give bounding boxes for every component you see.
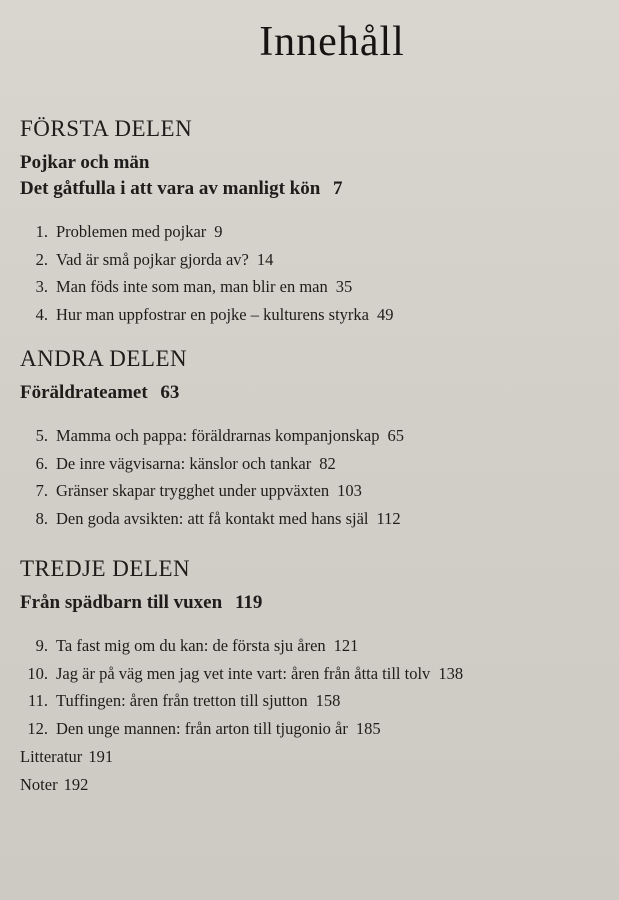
part-subtitle-text: Pojkar och män	[20, 152, 150, 173]
backmatter-entry	[20, 771, 463, 799]
chapter-number: 1.	[35, 222, 48, 241]
chapter-number: 4.	[35, 305, 48, 325]
chapter-page: 65	[387, 426, 404, 445]
chapter-title: Problemen med pojkar	[56, 222, 207, 241]
chapter-title: Tuffingen: åren från tretton till sjutton	[56, 691, 308, 711]
part-2	[20, 344, 404, 533]
chapter-entry	[20, 715, 463, 743]
chapter-list	[20, 632, 463, 743]
chapter-number: 9.	[35, 636, 48, 655]
chapter-list	[20, 422, 404, 533]
part-subtitle-text: Från spädbarn till vuxen	[20, 592, 223, 613]
chapter-title: De inre vägvisarna: känslor och tankar	[56, 453, 312, 473]
chapter-title: Vad är små pojkar gjorda av?	[56, 249, 249, 269]
part-subtitle-page: 7	[333, 178, 343, 199]
backmatter-page: 192	[63, 774, 89, 794]
chapter-page: 112	[376, 509, 401, 529]
chapter-entry	[20, 218, 393, 246]
chapter-number: 10.	[27, 663, 48, 683]
chapter-page: 9	[214, 222, 223, 241]
backmatter-title: Noter	[20, 774, 58, 794]
chapter-number: 11.	[27, 691, 48, 711]
part-subtitle-page: 63	[160, 382, 180, 403]
chapter-page: 49	[376, 305, 394, 325]
part-heading: TREDJE DELEN	[20, 556, 191, 581]
chapter-title: Man föds inte som man, man blir en man	[56, 277, 328, 297]
chapter-number: 3.	[35, 277, 48, 297]
part-heading: FÖRSTA DELEN	[20, 116, 193, 141]
chapter-entry	[20, 422, 404, 450]
chapter-page: 185	[355, 719, 381, 739]
chapter-page: 103	[337, 481, 362, 501]
backmatter-title: Litteratur	[20, 746, 83, 766]
backmatter-page: 191	[88, 746, 114, 766]
chapter-page: 82	[319, 453, 336, 473]
part-subtitle	[20, 150, 393, 176]
chapter-title: Ta fast mig om du kan: de första sju åren	[56, 636, 326, 655]
chapter-list	[20, 218, 393, 329]
chapter-entry	[20, 505, 404, 533]
backmatter-entry	[20, 743, 463, 771]
part-subtitle-page: 119	[234, 592, 263, 613]
chapter-number: 5.	[35, 426, 48, 445]
chapter-entry	[20, 660, 463, 688]
chapter-title: Mamma och pappa: föräldrarnas kompanjonskap	[56, 426, 380, 445]
chapter-page: 14	[256, 249, 274, 269]
chapter-number: 8.	[35, 509, 48, 529]
part-subtitle-text: Föräldrateamet	[20, 382, 148, 403]
chapter-title: Den unge mannen: från arton till tjugonio år	[56, 719, 348, 739]
chapter-page: 121	[333, 636, 359, 655]
part-subtitle-text: Det gåtfulla i att vara av manligt kön	[20, 178, 321, 199]
chapter-title: Jag är på väg men jag vet inte vart: åren från åtta till tolv	[56, 663, 431, 683]
chapter-entry	[20, 273, 393, 301]
part-subtitle	[20, 176, 393, 202]
chapter-title: Den goda avsikten: att få kontakt med hans själ	[56, 509, 369, 529]
part-1	[20, 114, 393, 329]
chapter-entry	[20, 477, 404, 505]
chapter-number: 7.	[35, 481, 48, 501]
page-title: Innehåll	[259, 19, 405, 65]
part-subtitle	[20, 590, 463, 616]
chapter-entry	[20, 301, 393, 329]
part-3	[20, 554, 463, 799]
part-heading: ANDRA DELEN	[20, 346, 188, 371]
chapter-page: 138	[438, 663, 464, 683]
chapter-number: 12.	[27, 719, 48, 739]
chapter-title: Gränser skapar trygghet under uppväxten	[56, 481, 330, 501]
chapter-number: 6.	[35, 453, 48, 473]
chapter-title: Hur man uppfostrar en pojke – kulturens styrka	[56, 305, 369, 325]
chapter-entry	[20, 246, 393, 274]
chapter-number: 2.	[35, 249, 48, 269]
chapter-entry	[20, 687, 463, 715]
chapter-entry	[20, 450, 404, 478]
chapter-entry	[20, 632, 463, 660]
part-subtitle	[20, 380, 404, 406]
chapter-page: 158	[315, 691, 341, 711]
chapter-page: 35	[335, 277, 353, 297]
